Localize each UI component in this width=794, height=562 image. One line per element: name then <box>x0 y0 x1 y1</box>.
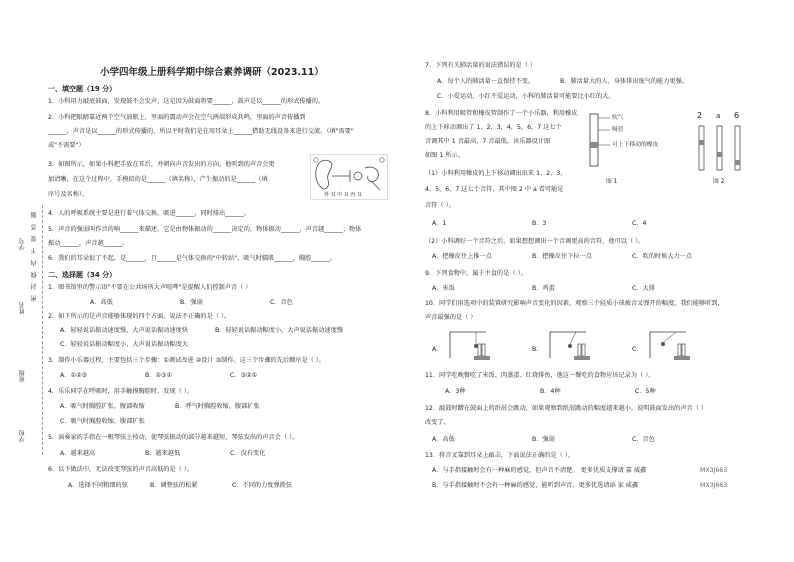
choice-q5-option-b: B．越来越低 <box>145 450 181 457</box>
choice-q6-option-c: C．不同的力度弹拨弦 <box>232 482 293 489</box>
choice-q12-option-c: C．音色 <box>632 436 655 443</box>
xuehao-label: 学号 <box>19 238 26 250</box>
choice-q7-option-a: A．每个人的肺活量一直保持不变。 <box>437 78 535 85</box>
tuning-fork-apparatus-c <box>646 328 694 366</box>
choice-q9: 9．下列食物中，属于主食的是（ ）。 <box>425 270 527 277</box>
fill-q2-line1: 2．小科把眼睛靠近两个空气油瓶上，里面的震动声会在空气两端形成共鸣，里面的声音传播到 <box>48 114 306 121</box>
choice-q6: 6．以下做法中，无法改变琴弦的声音高低的是（ ）。 <box>48 466 194 473</box>
choice-q8-sub1-line1: （1）小科利用橡皮的上下移动调出出来 1、2、3、 <box>425 170 567 177</box>
fig2-label-2: 2 <box>697 111 703 120</box>
fill-q2-line2: ______，声音是以______的形式传播的，所以平时我们是在用耳朵上______借助无线设备来进行交流。（填"需要" <box>48 128 354 135</box>
choice-q5-option-c: C．没有变化 <box>230 450 266 457</box>
choice-q13-option-a: A．与手指接触时会有一种麻的感觉，但声音不清楚。 更多优质支撑请 嘉 威鑫 <box>432 467 647 474</box>
choice-q3-option-a: A．①②③ <box>60 372 88 379</box>
choice-q1: 1．图书馆里的警示语"不要在公共场所大声喧哗"是提醒人们控制声音（ ） <box>48 284 252 291</box>
choice-q8-sub2-option-b: B．把橡皮往下拉一点 <box>532 253 592 260</box>
q10-option-b-label: B. <box>532 346 539 353</box>
xingming-label: 姓名 <box>19 302 26 314</box>
choice-q2-option-b: B．轻轻说话振动幅度小，大声说话振动速度慢 <box>215 327 343 334</box>
fill-q3-line1: 3．如图所示，如果小科把手放在耳后，并朝向声音发出的方向，他听到的声音会更 <box>48 161 275 168</box>
choice-q11-option-b: B．4种 <box>540 388 561 395</box>
choice-q3-option-c: C．③②① <box>230 372 258 379</box>
choice-q4-option-a: A．吸气时胸腔扩张，腹部收缩 <box>60 403 145 410</box>
choice-q3-option-b: B．②③① <box>145 372 173 379</box>
fill-q5-line1: 5．声音的强弱叫作音的响______来描述，它是由物体振动的______决定的，物体振动______，声音越______；物体 <box>48 226 362 233</box>
fig2-label-6: 6 <box>734 111 740 120</box>
fig1-label-plug: 可上下移动的橡皮 <box>612 142 659 148</box>
fill-q5-line2: 振动______，声音越______。 <box>48 240 129 247</box>
figure-1 <box>578 108 693 188</box>
choice-q7-option-c: C．小爱运动，小红不爱运动，小科的肺活量可能要比小红的大。 <box>437 93 615 100</box>
choice-q12-option-a: A．高低 <box>432 436 455 443</box>
seal-dashed-line <box>42 205 43 455</box>
choice-q8-sub1-line3: 音符（ ）。 <box>425 202 455 209</box>
choice-q7: 7．下列有关肺活量的说法错误的是（ ） <box>425 62 537 69</box>
choice-q11-option-c: C．5种 <box>635 388 656 395</box>
choice-q8-line3: 音调其中 1 音最高，7 音最低。该乐器设计图 <box>425 138 551 145</box>
choice-q4: 4．乐乐同学在呼吸时，用手触摸胸腔时，发现（ ）。 <box>48 388 194 395</box>
choice-q6-option-b: B．调整弦的松紧 <box>150 482 198 489</box>
choice-q8-sub2: （2）小科调好一个音符之后，如果想想调出一个音调更高的音符，他可以（ ）。 <box>425 238 645 245</box>
choice-q1-option-b: B．强弱 <box>180 299 203 306</box>
choice-q4-option-c: C．吸气时胸腔收缩，腹部扩张 <box>60 418 145 425</box>
choice-q8-sub1-line2: 4、5、6、7 这七个音符，其中图 2 中 a 看可能是 <box>425 186 564 193</box>
fig1-label-blow: 吹气 <box>612 115 624 121</box>
fig2-caption: 图 2 <box>713 179 725 185</box>
figure-2 <box>695 108 755 188</box>
choice-q2-option-c: C．轻轻说话振动幅度小，大声说话振动幅度大 <box>60 341 189 348</box>
tuning-fork-apparatus-b <box>546 328 594 366</box>
fill-q1: 1．小科用力敲底鼓面，发现鼓不会发声，这是因为鼓面将要______，鼓声是以______的形式传播的。 <box>48 98 325 105</box>
section-choice-heading: 二、选择题（34 分） <box>48 271 117 279</box>
fill-q2-line3: 或"不需要"） <box>48 142 85 149</box>
fig2-label-a: a <box>716 112 721 120</box>
choice-q8-sub1-option-a: A．1 <box>432 220 447 227</box>
choice-q13-option-b: B．与手指接触时不会有一种麻的感觉，能听到声音。更多优选请添 家 威鑫 <box>432 482 639 489</box>
q10-option-a-label: A. <box>432 346 439 353</box>
three-straws-drawing <box>695 108 755 188</box>
choice-q11-option-a: A．3种 <box>445 388 466 395</box>
seal-text: 密 封 线 内 不 要 答 题 <box>31 210 38 302</box>
choice-q4-option-b: B．呼气时胸腔收缩，腹部扩张 <box>175 403 260 410</box>
choice-q8-line2: 的上下移动调出了 1，2，3，4，5，6，7 这七个 <box>425 124 562 131</box>
fill-q3-line2: 加清晰，在这个过程中，手模拟的是______（填名称），产生振动的是______（填 <box>48 176 268 183</box>
fig1-label-straw: 吸管 <box>612 127 624 133</box>
choice-q3: 3．制作小乐器过程，主要包括三个步骤：①调试改进 ②设计 ③制作。这三个步骤的先后顺序是（ ）。 <box>48 357 326 364</box>
choice-q1-option-c: C．音色 <box>270 299 293 306</box>
choice-q2: 2．如下所示的是声音能够体现的四个方面，说法不正确的是（ ）。 <box>48 313 231 320</box>
section-fill-heading: 一、填空题（19 分） <box>48 85 117 93</box>
fill-q3-line3: 序号及名称）。 <box>48 191 89 198</box>
choice-q8-sub1-option-b: B．3 <box>532 220 547 227</box>
tuning-fork-apparatus-a <box>446 328 494 366</box>
xuexiao-label: 学校 <box>19 430 26 442</box>
fig1-caption: 图 1 <box>606 179 618 185</box>
choice-q5: 5．演奏家的手指在一根琴弦上按动，使琴弦振动的部分越来越短，琴弦发出的声音会（ ）。 <box>48 434 299 441</box>
choice-q12-option-b: B．强弱 <box>532 436 555 443</box>
choice-q5-option-a: A．越来越高 <box>60 450 96 457</box>
choice-q9-option-c: C．大排 <box>632 285 655 292</box>
choice-q9-option-a: A．米饭 <box>432 285 455 292</box>
page-title: 小学四年级上册科学期中综合素养调研（2023.11） <box>100 67 324 78</box>
choice-q7-option-b: B．肺活量大的人，身体排出废气的能力更强。 <box>560 78 688 85</box>
choice-q8-sub2-option-a: A．把橡皮往上推一点 <box>432 253 492 260</box>
choice-q13: 13．将音叉靠到耳朵上敲击，下面说法正确的是（ ）。 <box>425 452 575 459</box>
banji-label: 班级 <box>19 370 26 382</box>
choice-q11: 11．同学吃晚餐吃了米饭、肉蒸蛋、红烧排鱼，他这一餐吃的食物应该记录为（ ）。 <box>425 372 655 379</box>
choice-q8-line4: 如图 1 所示。 <box>425 152 464 159</box>
fill-q4: 4．人的呼吸系统主要是进行着气体交换，吸进______，同时排出______。 <box>48 210 250 217</box>
choice-q10-line2: 声音最强的是（ ） <box>425 314 477 321</box>
choice-q12-line2: 改变了。 <box>425 419 450 426</box>
ear-caption: 外 耳 中 耳 内 耳 <box>324 192 362 198</box>
fill-q6: 6．我们的耳朵很了不起，是______，且______是气体交换的"中转站"，吸气时膈肌______，胸腔______。 <box>48 255 337 262</box>
choice-q1-option-a: A．高低 <box>90 299 113 306</box>
choice-q12-line1: 12．敲鼓时蹭在鼓面上的纸屑会跳动，如果观察到纸屑跳动的幅度越来越小，说明鼓面发出的声音（ ） <box>425 405 708 412</box>
watermark-1: MX3J663 <box>700 467 728 474</box>
choice-q8-sub1-option-c: C．4 <box>632 220 647 227</box>
choice-q8-line1: 8．小科利用吸管和橡皮管制作了一个小乐器，利用橡皮 <box>425 110 578 117</box>
watermark-2: MX3J663 <box>700 482 728 489</box>
choice-q8-sub2-option-c: C．吹的时候大力一点 <box>632 253 693 260</box>
choice-q6-option-a: A．选择不同粗细的弦 <box>68 482 128 489</box>
ear-diagram <box>310 154 388 200</box>
choice-q10-line1: 10．同学们用选项中的装置研究影响声音变化的因素，观察三个轻质小球被音叉弹开的幅度，我们能够听到， <box>425 300 724 307</box>
choice-q9-option-b: B．鸡蛋 <box>532 285 555 292</box>
q10-option-c-label: C. <box>632 346 639 353</box>
choice-q2-option-a: A．轻轻说话振动速度慢，大声说话振动速度快 <box>60 327 188 334</box>
